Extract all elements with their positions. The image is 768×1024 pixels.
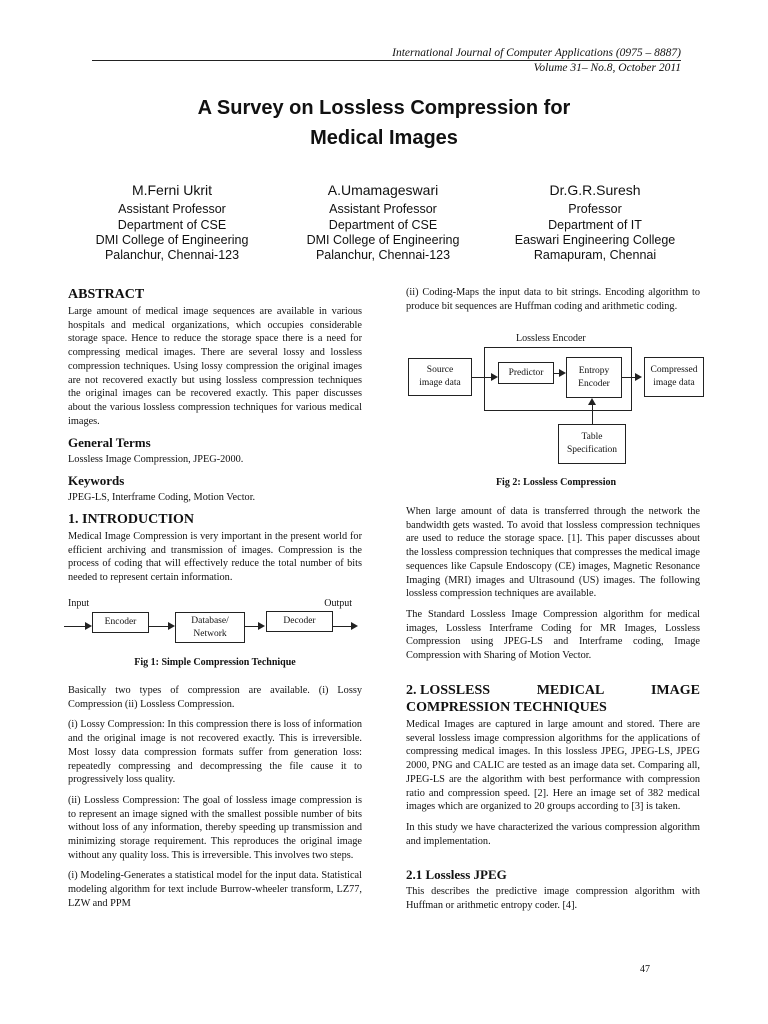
intro-paragraph-5: (i) Modeling-Generates a statistical model for the input data. Statistical modeling algorithm for text include Burrow-wheeler transform, LZ77, LZW and PPM [68, 870, 362, 909]
author-role: Assistant Professor [329, 202, 437, 217]
fig1-arrow-head [168, 622, 175, 630]
fig2-compressed-label-2: image data [653, 378, 695, 388]
figure-1 [68, 598, 362, 674]
fig2-arrow-head-up [588, 398, 596, 405]
fig2-arrow-line-vertical [592, 405, 593, 424]
fig1-decoder-box: Decoder [266, 611, 333, 632]
author-1 [57, 183, 287, 263]
author-place: Palanchur, Chennai-123 [104, 248, 240, 263]
header-rule [92, 60, 681, 61]
intro-paragraph-1: Medical Image Compression is very important in the present world for efficient archiving and transmission of images. Compression is the process of coding that will effectively reduce the total number of bits needed to represent certain information. [68, 531, 362, 584]
section-2 [406, 682, 700, 848]
fig2-source-label-1: Source [426, 365, 454, 375]
general-terms-text: Lossless Image Compression, JPEG-2000. [68, 454, 244, 465]
author-role: Assistant Professor [118, 202, 226, 217]
fig2-entropy-box [566, 357, 622, 398]
section2-paragraph-1: Medical Images are captured in large amount and stored. There are several lossless image compression algorithms for the applications of compressing medical images. In this lossless JPEG, JPEG-LS, JPEG 2000, PNG and CALIC are tested as an image data set. Comparing all, JPEG-LS are the algorithm with best performance with compression ratio and compression speed. [2]. Here an image set of 382 medical images which are organized to 20 groups according to [3] is taken. [406, 719, 700, 813]
author-place: Ramapuram, Chennai [533, 248, 657, 263]
fig2-table-label-1: Table [581, 432, 603, 442]
keywords-heading: Keywords [68, 473, 125, 488]
section2-heading-part: IMAGE [650, 683, 700, 698]
fig1-arrow-head [85, 622, 92, 630]
fig2-compressed-box [644, 357, 704, 397]
abstract-text: Large amount of medical image sequences are available in various hospitals and medical organizations, which occupies considerable storage space. Hence to reduce the storage space there is a need for compressing medical images. There are several lossy and lossless compression techniques. Using lossy compression the original images are not recovered exactly but using lossless compression techniques the original images can be recovered exactly. This paper discusses about the various lossless compression techniques for various medical images. [68, 306, 362, 427]
keywords-text: JPEG-LS, Interframe Coding, Motion Vector. [68, 492, 256, 503]
section2-heading-part: MEDICAL [536, 683, 605, 698]
fig1-output-label: Output [324, 598, 352, 609]
coding-text: (ii) Coding-Maps the input data to bit strings. Encoding algorithm to produce bit sequences are Huffman coding and arithmetic coding. [406, 287, 700, 312]
intro-paragraph-2: Basically two types of compression are available. (i) Lossy Compression (ii) Lossless Compression. [68, 685, 362, 710]
author-dept: Department of CSE [117, 217, 227, 232]
keywords-section [68, 472, 362, 505]
fig2-compressed-label-1: Compressed [650, 365, 698, 375]
section21-paragraph: This describes the predictive image compression algorithm with Huffman or arithmetic entropy coder. [4]. [406, 886, 700, 911]
intro-continued [68, 684, 362, 911]
author-college: DMI College of Engineering [306, 232, 460, 247]
fig1-caption: Fig 1: Simple Compression Technique [134, 657, 296, 668]
author-name: A.Umamageswari [327, 182, 439, 198]
fig2-predictor-box: Predictor [498, 362, 554, 384]
fig2-arrow-head [635, 373, 642, 381]
author-dept: Department of CSE [328, 217, 438, 232]
fig2-arrow-head [559, 369, 566, 377]
network-paragraphs [406, 505, 700, 663]
author-dept: Department of IT [548, 217, 642, 232]
fig1-arrow-line [333, 626, 352, 627]
section-2-1 [406, 866, 700, 912]
fig2-table-box [558, 424, 626, 464]
fig2-arrow-line [472, 377, 491, 378]
section2-paragraph-2: In this study we have characterized the various compression algorithm and implementation. [406, 821, 700, 847]
fig2-table-label-2: Specification [566, 445, 618, 455]
abstract-heading: ABSTRACT [68, 287, 145, 302]
journal-header [392, 46, 681, 76]
general-terms-section [68, 434, 362, 467]
fig1-input-label: Input [68, 598, 90, 609]
fig1-arrow-head [258, 622, 265, 630]
intro-heading: 1. INTRODUCTION [68, 512, 195, 527]
figure-2 [406, 330, 706, 495]
author-2 [268, 183, 498, 263]
author-name: M.Ferni Ukrit [131, 182, 213, 198]
author-college: DMI College of Engineering [95, 232, 249, 247]
fig2-source-label-2: image data [419, 378, 461, 388]
fig1-arrow-line [149, 626, 169, 627]
section2-heading [406, 682, 700, 699]
fig1-arrow-head [351, 622, 358, 630]
page-number: 47 [640, 964, 650, 975]
title-line-1: A Survey on Lossless Compression for [197, 97, 571, 119]
fig2-arrow-line [622, 377, 636, 378]
author-3 [480, 183, 710, 263]
intro-paragraph-4: (ii) Lossless Compression: The goal of lossless image compression is to represent an image signed with the smallest possible number of bits without loss of any information, thereby speeding up transmission and minimizing storage requirement. This reproduces the original image without any quality loss. This is irreversible. This involves two steps. [68, 794, 362, 861]
author-role: Professor [568, 202, 622, 217]
author-place: Palanchur, Chennai-123 [315, 248, 451, 263]
network-paragraph: When large amount of data is transferred through the network the bandwidth gets wasted. To avoid that lossless compression techniques are used to reduce the storage space. [1]. This paper discusses about the lossless compression techniques that compresses the medical image sequences like Capsule Endoscopy (CE) images, Magnetic Resonance Imaging (MRI) images and Ultrasound (US) images. The following lossless compression techniques are available. [406, 506, 700, 600]
fig2-title: Lossless Encoder [516, 333, 586, 344]
fig1-encoder-box: Encoder [92, 612, 149, 633]
author-college: Easwari Engineering College [514, 232, 676, 247]
fig1-database-label: Database/ [191, 615, 229, 626]
fig2-source-box [408, 358, 472, 396]
fig1-arrow-line [64, 626, 86, 627]
section2-heading-part: 2. LOSSLESS [406, 683, 491, 698]
fig2-arrow-head [491, 373, 498, 381]
author-name: Dr.G.R.Suresh [549, 182, 641, 198]
section2-heading-line-2: COMPRESSION TECHNIQUES [406, 700, 607, 715]
paper-title [0, 93, 768, 153]
intro-paragraph-3: (i) Lossy Compression: In this compression there is loss of information and the original image is not recovered exactly. This is irreversible. Most lossy data compression formats suffer from generation loss: repeatedly compressing and decompressing the file cause it to progressively loss quality. [68, 719, 362, 786]
standards-paragraph: The Standard Lossless Image Compression algorithm for medical images, Lossless Interframe Coding for MR Images, Lossless Compression using JPEG-LS and Interframe coding, Image Compression with Sharing of Motion Vector. [406, 608, 700, 662]
journal-name: International Journal of Computer Applications (0975 – 8887) [392, 47, 681, 59]
section21-heading: 2.1 Lossless JPEG [406, 867, 507, 882]
fig1-arrow-line [245, 626, 259, 627]
introduction-section [68, 511, 362, 585]
fig2-caption: Fig 2: Lossless Compression [495, 477, 617, 488]
title-line-2: Medical Images [310, 127, 458, 149]
fig2-entropy-label-2: Encoder [578, 378, 610, 389]
fig2-entropy-label-1: Entropy [578, 365, 610, 376]
journal-volume: Volume 31– No.8, October 2011 [533, 62, 681, 74]
general-terms-heading: General Terms [68, 435, 151, 450]
fig1-network-label: Network [193, 628, 227, 639]
abstract-section [68, 286, 362, 428]
coding-paragraph [406, 286, 700, 313]
fig1-database-box [175, 612, 245, 643]
